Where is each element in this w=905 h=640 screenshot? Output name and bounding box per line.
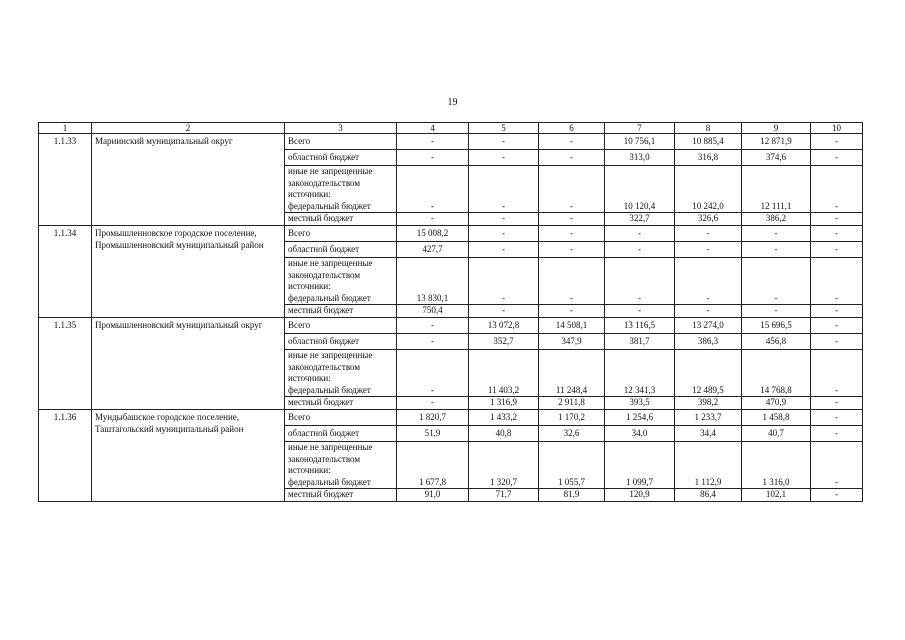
value-cell: 40,8 — [469, 426, 539, 442]
value-cell: - — [397, 318, 469, 334]
value-cell: 10 242,0 — [675, 166, 742, 213]
value-cell: - — [811, 350, 863, 397]
value-cell: 386,3 — [675, 334, 742, 350]
value-cell: - — [605, 226, 675, 242]
value-cell: 1 112,9 — [675, 442, 742, 489]
value-cell: - — [539, 213, 605, 226]
value-cell: 11 403,2 — [469, 350, 539, 397]
value-cell: - — [397, 350, 469, 397]
value-cell: 13 116,5 — [605, 318, 675, 334]
row-name: Промышленновское городское поселение, Промышленновский муниципальный район — [92, 226, 285, 318]
source-label-local: местный бюджет — [285, 489, 397, 502]
page-number: 19 — [447, 97, 458, 108]
value-cell: 40,7 — [742, 426, 811, 442]
column-header: 2 — [92, 123, 285, 134]
value-cell: - — [811, 334, 863, 350]
value-cell: 1 316,0 — [742, 442, 811, 489]
value-cell: - — [469, 150, 539, 166]
row-name: Промышленновский муниципальный округ — [92, 318, 285, 410]
source-label-local: местный бюджет — [285, 397, 397, 410]
source-label-other-text: иные не запрещенные законодательством источники: — [288, 442, 373, 475]
value-cell: 1 458,8 — [742, 410, 811, 426]
source-label-federal: федеральный бюджет — [288, 384, 371, 395]
value-cell: 14 768,8 — [742, 350, 811, 397]
value-cell: 1 677,8 — [397, 442, 469, 489]
value-cell: - — [811, 166, 863, 213]
value-cell: - — [469, 242, 539, 258]
value-cell: 15 008,2 — [397, 226, 469, 242]
value-cell: - — [811, 397, 863, 410]
value-cell: 1 820,7 — [397, 410, 469, 426]
column-header: 9 — [742, 123, 811, 134]
budget-table — [38, 122, 863, 502]
source-label-federal: федеральный бюджет — [288, 476, 371, 487]
value-cell: - — [811, 242, 863, 258]
source-label-local: местный бюджет — [285, 305, 397, 318]
source-label-regional: областной бюджет — [285, 334, 397, 350]
source-label-other-text: иные не запрещенные законодательством источники: — [288, 350, 373, 383]
value-cell: - — [742, 226, 811, 242]
value-cell: - — [675, 305, 742, 318]
value-cell: - — [811, 213, 863, 226]
value-cell: 1 433,2 — [469, 410, 539, 426]
value-cell: 13 072,8 — [469, 318, 539, 334]
value-cell: 12 871,9 — [742, 134, 811, 150]
value-cell: 34,0 — [605, 426, 675, 442]
value-cell: 86,4 — [675, 489, 742, 502]
value-cell: - — [397, 213, 469, 226]
value-cell: 51,9 — [397, 426, 469, 442]
value-cell: - — [539, 258, 605, 305]
value-cell: - — [675, 258, 742, 305]
value-cell: - — [811, 134, 863, 150]
value-cell: - — [811, 426, 863, 442]
value-cell: 1 316,9 — [469, 397, 539, 410]
source-label-total: Всего — [285, 134, 397, 150]
table-row — [39, 226, 863, 242]
value-cell: - — [811, 318, 863, 334]
column-header: 10 — [811, 123, 863, 134]
value-cell: 374,6 — [742, 150, 811, 166]
source-label-other-text: иные не запрещенные законодательством источники: — [288, 258, 373, 291]
value-cell: - — [742, 305, 811, 318]
value-cell: 427,7 — [397, 242, 469, 258]
value-cell: 13 274,0 — [675, 318, 742, 334]
value-cell: 326,6 — [675, 213, 742, 226]
value-cell: - — [469, 166, 539, 213]
value-cell: 381,7 — [605, 334, 675, 350]
value-cell: - — [742, 242, 811, 258]
value-cell: - — [397, 334, 469, 350]
value-cell: - — [469, 226, 539, 242]
value-cell: 1 254,6 — [605, 410, 675, 426]
value-cell: 456,8 — [742, 334, 811, 350]
value-cell: 10 885,4 — [675, 134, 742, 150]
value-cell: 750,4 — [397, 305, 469, 318]
value-cell: 470,9 — [742, 397, 811, 410]
value-cell: 1 170,2 — [539, 410, 605, 426]
value-cell: 32,6 — [539, 426, 605, 442]
source-label-other — [285, 258, 397, 305]
value-cell: - — [397, 134, 469, 150]
value-cell: - — [469, 134, 539, 150]
table-row — [39, 318, 863, 334]
source-label-total: Всего — [285, 318, 397, 334]
value-cell: - — [469, 305, 539, 318]
source-label-other — [285, 166, 397, 213]
table-row — [39, 410, 863, 426]
source-label-regional: областной бюджет — [285, 150, 397, 166]
source-label-other — [285, 350, 397, 397]
column-header: 5 — [469, 123, 539, 134]
value-cell: 34,4 — [675, 426, 742, 442]
value-cell: - — [811, 305, 863, 318]
value-cell: 386,2 — [742, 213, 811, 226]
row-code: 1.1.35 — [39, 318, 92, 410]
value-cell: 393,5 — [605, 397, 675, 410]
source-label-other — [285, 442, 397, 489]
value-cell: 13 830,1 — [397, 258, 469, 305]
source-label-regional: областной бюджет — [285, 242, 397, 258]
value-cell: - — [675, 242, 742, 258]
value-cell: - — [605, 305, 675, 318]
column-header: 7 — [605, 123, 675, 134]
value-cell: 91,0 — [397, 489, 469, 502]
value-cell: 1 099,7 — [605, 442, 675, 489]
value-cell: 352,7 — [469, 334, 539, 350]
source-label-regional: областной бюджет — [285, 426, 397, 442]
row-code: 1.1.33 — [39, 134, 92, 226]
value-cell: 316,8 — [675, 150, 742, 166]
value-cell: - — [811, 489, 863, 502]
value-cell: - — [539, 226, 605, 242]
value-cell: 10 120,4 — [605, 166, 675, 213]
value-cell: - — [469, 258, 539, 305]
value-cell: 12 489,5 — [675, 350, 742, 397]
value-cell: - — [397, 166, 469, 213]
value-cell: - — [742, 258, 811, 305]
row-name: Мариинский муниципальный округ — [92, 134, 285, 226]
value-cell: 313,0 — [605, 150, 675, 166]
value-cell: 12 111,1 — [742, 166, 811, 213]
value-cell: 14 508,1 — [539, 318, 605, 334]
value-cell: 81,9 — [539, 489, 605, 502]
row-code: 1.1.36 — [39, 410, 92, 502]
value-cell: - — [397, 150, 469, 166]
value-cell: - — [811, 150, 863, 166]
value-cell: 12 341,3 — [605, 350, 675, 397]
value-cell: 120,9 — [605, 489, 675, 502]
row-code: 1.1.34 — [39, 226, 92, 318]
value-cell: 1 233,7 — [675, 410, 742, 426]
column-header: 4 — [397, 123, 469, 134]
source-label-federal: федеральный бюджет — [288, 200, 371, 211]
value-cell: - — [397, 397, 469, 410]
value-cell: 322,7 — [605, 213, 675, 226]
source-label-total: Всего — [285, 226, 397, 242]
value-cell: 347,9 — [539, 334, 605, 350]
source-label-federal: федеральный бюджет — [288, 292, 371, 303]
value-cell: - — [811, 258, 863, 305]
column-header: 1 — [39, 123, 92, 134]
value-cell: - — [811, 410, 863, 426]
value-cell: - — [539, 134, 605, 150]
source-label-other-text: иные не запрещенные законодательством источники: — [288, 166, 373, 199]
value-cell: - — [539, 150, 605, 166]
value-cell: 1 320,7 — [469, 442, 539, 489]
value-cell: 10 756,1 — [605, 134, 675, 150]
value-cell: 2 911,8 — [539, 397, 605, 410]
value-cell: - — [605, 242, 675, 258]
row-name: Мундыбашское городское поселение, Таштагольский муниципальный район — [92, 410, 285, 502]
value-cell: - — [605, 258, 675, 305]
value-cell: - — [811, 226, 863, 242]
column-header: 3 — [285, 123, 397, 134]
value-cell: - — [539, 242, 605, 258]
value-cell: - — [539, 305, 605, 318]
header-row — [39, 123, 863, 134]
value-cell: 71,7 — [469, 489, 539, 502]
value-cell: - — [811, 442, 863, 489]
value-cell: - — [675, 226, 742, 242]
value-cell: 1 055,7 — [539, 442, 605, 489]
value-cell: - — [539, 166, 605, 213]
value-cell: 11 248,4 — [539, 350, 605, 397]
value-cell: 398,2 — [675, 397, 742, 410]
value-cell: 15 696,5 — [742, 318, 811, 334]
column-header: 8 — [675, 123, 742, 134]
source-label-local: местный бюджет — [285, 213, 397, 226]
column-header: 6 — [539, 123, 605, 134]
value-cell: 102,1 — [742, 489, 811, 502]
table-row — [39, 134, 863, 150]
source-label-total: Всего — [285, 410, 397, 426]
value-cell: - — [469, 213, 539, 226]
